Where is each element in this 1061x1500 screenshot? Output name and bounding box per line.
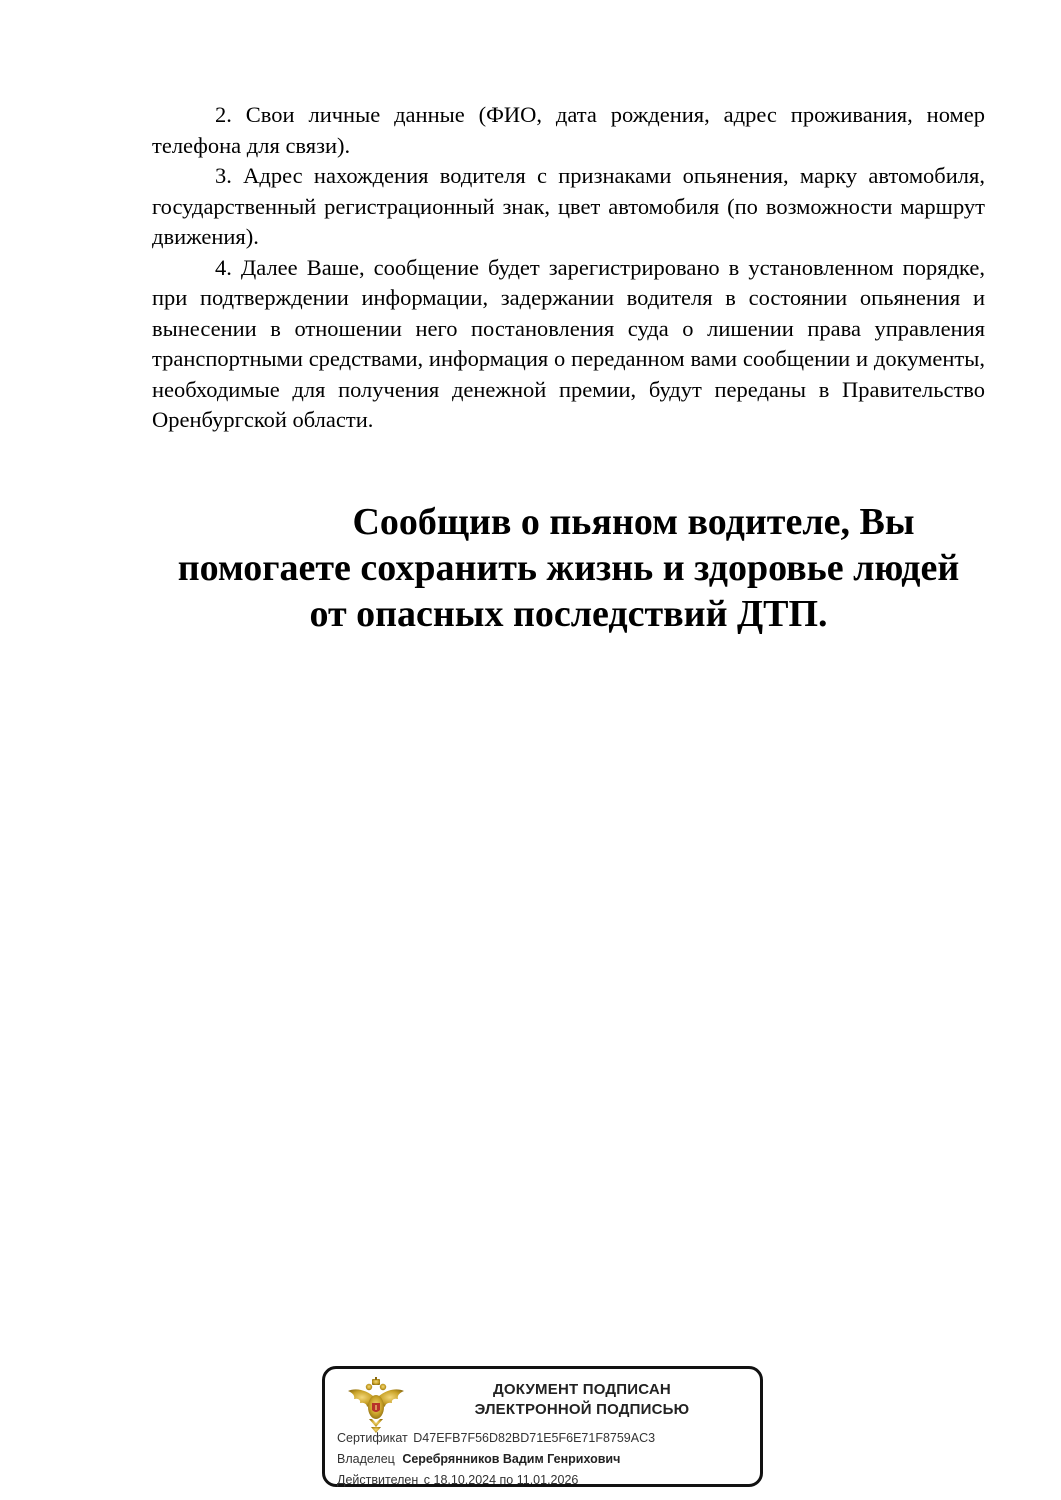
appeal-line-3: от опасных последствий ДТП. (309, 593, 828, 635)
appeal-line-2: помогаете сохранить жизнь и здоровье людей (177, 547, 960, 589)
paragraph-personal-data: 2. Свои личные данные (ФИО, дата рождения, адрес проживания, номер телефона для связи). (152, 102, 985, 158)
appeal-line-1: Сообщив о пьяном водителе, Вы (352, 501, 915, 543)
electronic-signature-stamp (322, 1366, 763, 1487)
valid-value: с 18.10.2024 по 11.01.2026 (423, 1473, 579, 1487)
stamp-title-line-1: ДОКУМЕНТ ПОДПИСАН (493, 1381, 671, 1398)
paragraph-further-actions: 4. Далее Ваше, сообщение будет зарегистрировано в установленном порядке, при подтверждении информации, задержании водителя в состоянии опьянения и вынесении в отношении него постановления суда о лишении права управления транспортными средствами, информация о переданном вами сообщении и документы, необходимые для получения денежной премии, будут переданы в Правительство Оренбургской области. (152, 254, 985, 432)
stamp-validity-row (337, 1473, 578, 1487)
stamp-title (417, 1380, 747, 1420)
owner-label: Владелец (337, 1452, 395, 1466)
body-text (152, 100, 985, 436)
stamp-title-line-2: ЭЛЕКТРОННОЙ ПОДПИСЬЮ (474, 1401, 690, 1418)
stamp-certificate-row (337, 1431, 655, 1445)
owner-value: Серебрянников Вадим Генрихович (402, 1452, 621, 1466)
certificate-value: D47EFB7F56D82BD71E5F6E71F8759AC3 (413, 1431, 656, 1445)
stamp-owner-row (337, 1452, 620, 1466)
double-headed-eagle-emblem-icon (345, 1377, 407, 1435)
valid-label: Действителен (337, 1473, 419, 1487)
paragraph-driver-address: 3. Адрес нахождения водителя с признаками опьянения, марку автомобиля, государственный регистрационный знак, цвет автомобиля (по возможности маршрут движения). (152, 163, 985, 249)
appeal-heading (152, 499, 985, 637)
certificate-label: Сертификат (337, 1431, 408, 1445)
